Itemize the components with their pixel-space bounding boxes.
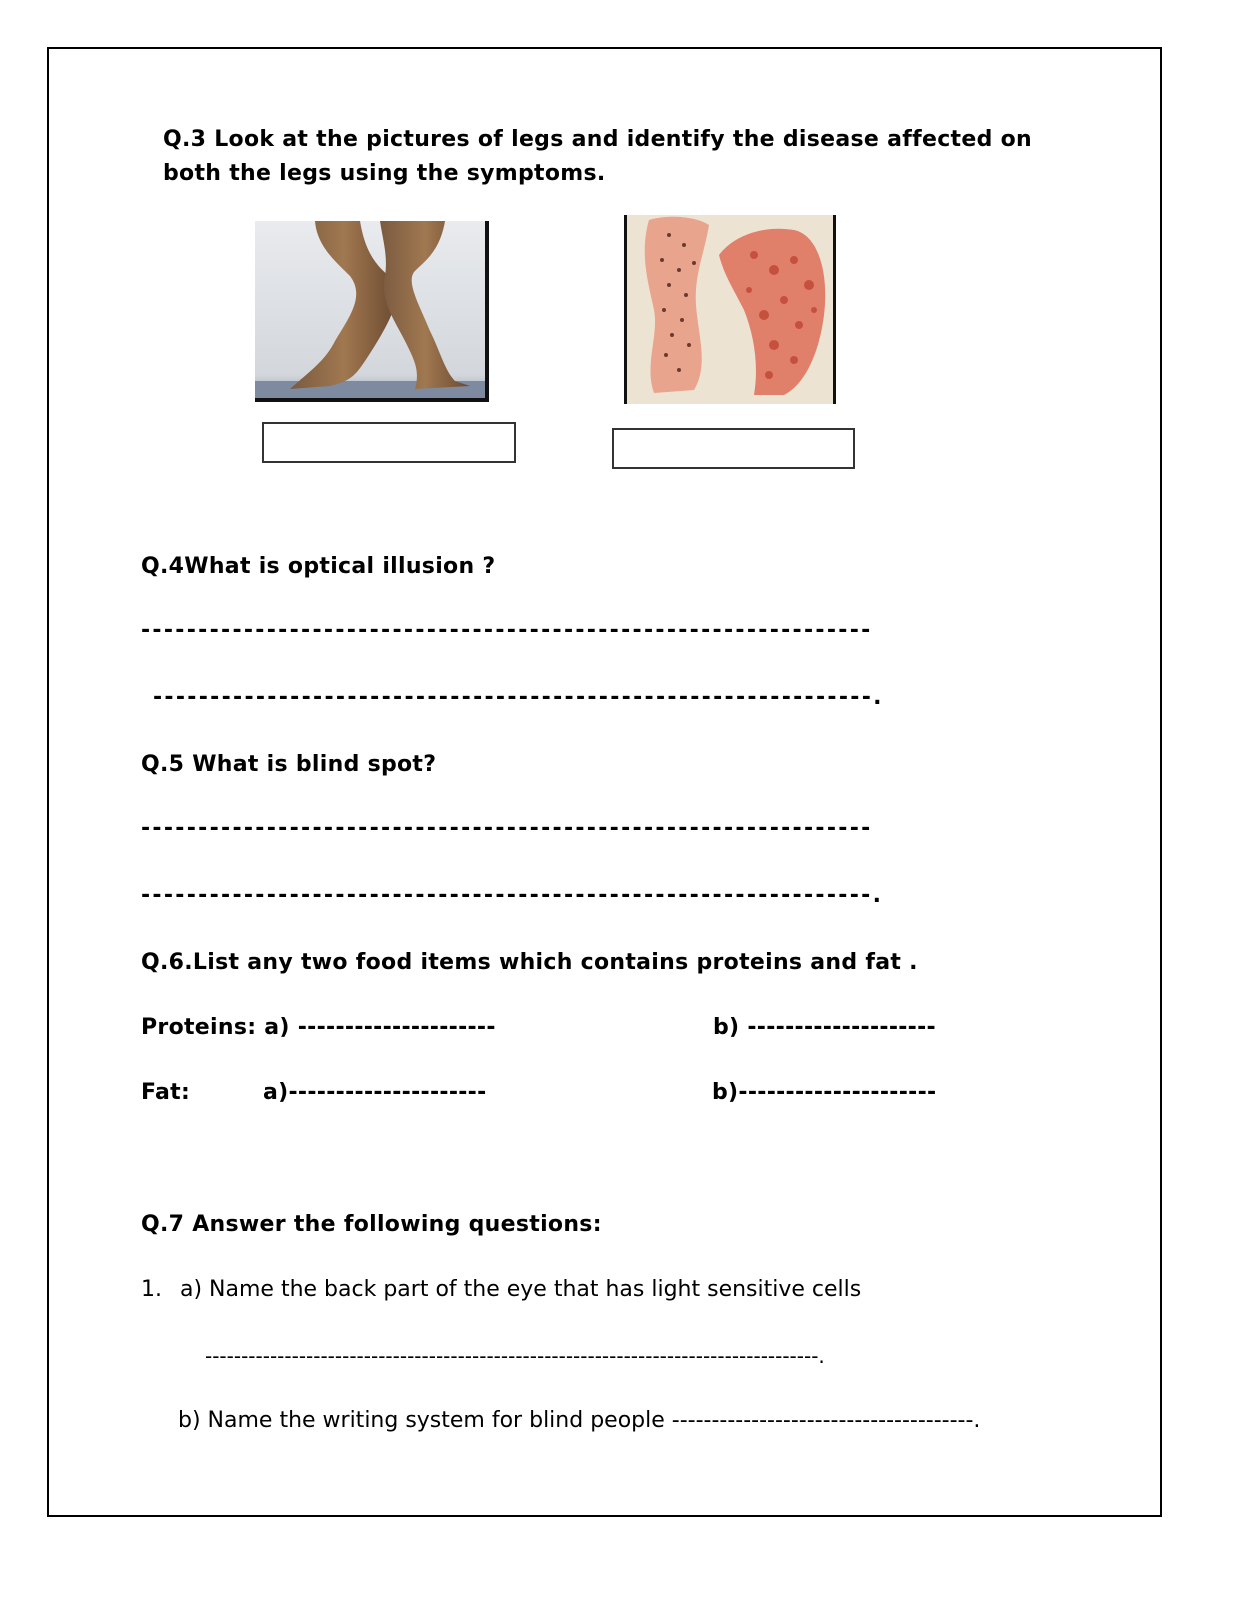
answer-line-q5-2: ----------------------------------------------------------------. (141, 883, 884, 908)
question-6-text: Q.6.List any two food items which contains proteins and fat . (141, 950, 918, 975)
answer-line-1a: -------------------------------------------------------------------------------------. (205, 1344, 825, 1368)
leg-illustration-right (624, 215, 836, 404)
item-1-number: 1. (141, 1277, 162, 1302)
fat-answer-b: b)--------------------- (712, 1080, 937, 1105)
leg-photo-left (255, 221, 489, 402)
answer-box-left[interactable] (262, 422, 516, 463)
proteins-answer-a: Proteins: a) --------------------- (141, 1015, 496, 1040)
question-7-text: Q.7 Answer the following questions: (141, 1212, 602, 1237)
proteins-answer-b: b) -------------------- (713, 1015, 936, 1040)
question-4-text: Q.4What is optical illusion ? (141, 554, 496, 579)
answer-line-q5-1: ---------------------------------------------------------------- (141, 816, 873, 841)
question-3-text: Q.3 Look at the pictures of legs and identify the disease affected on both the legs using the symptoms. (163, 127, 1032, 186)
question-5-text: Q.5 What is blind spot? (141, 752, 437, 777)
item-1a-text: a) Name the back part of the eye that has light sensitive cells (180, 1277, 862, 1302)
fat-answer-a: a)--------------------- (263, 1080, 487, 1105)
answer-line-q4-2: ---------------------------------------------------------------. (153, 685, 884, 710)
answer-box-right[interactable] (612, 428, 855, 469)
answer-line-q4-1: ---------------------------------------------------------------- (141, 618, 873, 643)
item-1b-text: b) Name the writing system for blind people --------------------------------------. (178, 1408, 981, 1433)
fat-label: Fat: (141, 1080, 191, 1105)
